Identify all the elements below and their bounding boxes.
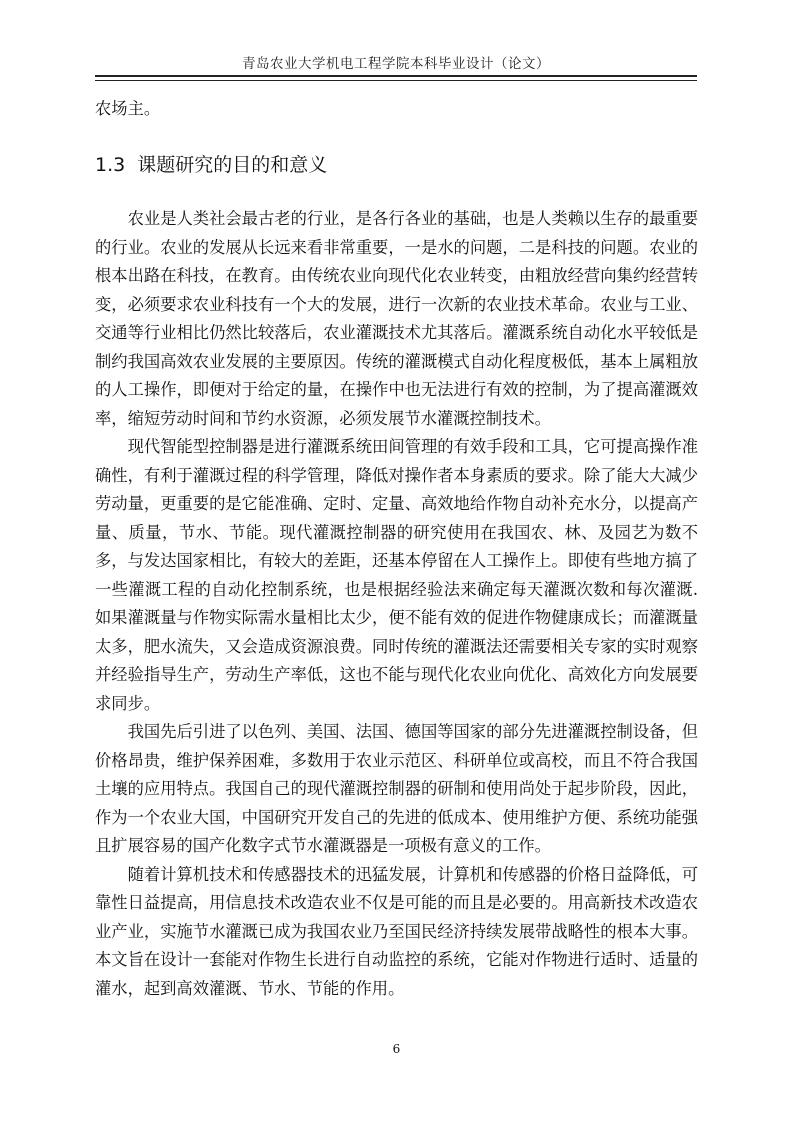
header-rule-thick [95, 75, 697, 77]
paragraph: 随着计算机技术和传感器技术的迅猛发展，计算机和传感器的价格日益降低，可靠性日益提高，用信息技术改造农业不仅是可能的而且是必要的。用高新技术改造农业产业，实施节水灌溉已成为我国农业乃至国民经济持续发展带战略性的根本大事。本文旨在设计一套能对作物生长进行自动监控的系统，它能对作物进行适时、适量的灌水，起到高效灌溉、节水、节能的作用。 [95, 864, 698, 998]
continued-text: 农场主。 [95, 99, 161, 118]
page-number: 6 [392, 1042, 401, 1056]
paragraph: 农业是人类社会最古老的行业，是各行各业的基础，也是人类赖以生存的最重要的行业。农业的发展从长远来看非常重要，一是水的问题，二是科技的问题。农业的根本出路在科技，在教育。由传统农业向现代化农业转变，由粗放经营向集约经营转变，必须要求农业科技有一个大的发展，进行一次新的农业技术革命。农业与工业、交通等行业相比仍然比较落后，农业灌溉技术尤其落后。灌溉系统自动化水平较低是制约我国高效农业发展的主要原因。传统的灌溉模式自动化程度极低，基本上属粗放的人工操作，即便对于给定的量，在操作中也无法进行有效的控制，为了提高灌溉效率，缩短劳动时间和节约水资源，必须发展节水灌溉控制技术。 [95, 209, 698, 428]
paragraph: 我国先后引进了以色列、美国、法国、德国等国家的部分先进灌溉控制设备，但价格昂贵，维护保养困难，多数用于农业示范区、科研单位或高校，而且不符合我国土壤的应用特点。我国自己的现代灌溉控制器的研制和使用尚处于起步阶段，因此，作为一个农业大国，中国研究开发自己的先进的低成本、使用维护方便、系统功能强且扩展容易的国产化数字式节水灌溉器是一项极有意义的工作。 [95, 722, 698, 855]
running-header: 青岛农业大学机电工程学院本科毕业设计（论文） [242, 56, 550, 72]
paragraph: 现代智能型控制器是进行灌溉系统田间管理的有效手段和工具，它可提高操作准确性，有利于灌溉过程的科学管理，降低对操作者本身素质的要求。除了能大大减少劳动量，更重要的是它能准确、定时、定量、高效地给作物自动补充水分，以提高产量、质量，节水、节能。现代灌溉控制器的研究使用在我国农、林、及园艺为数不多，与发达国家相比，有较大的差距，还基本停留在人工操作上。即使有些地方搞了一些灌溉工程的自动化控制系统，也是根据经验法来确定每天灌溉次数和每次灌溉. 如果灌溉量与作物实际需水量相比太少，便不能有效的促进作物健康成长；而灌溉量太多，肥水流失，又会造成资源浪费。同时传统的灌溉法还需要相关专家的实时观察并经验指导生产，劳动生产率低，这也不能与现代化农业向优化、高效化方向发展要求同步。 [95, 437, 698, 713]
section-body [95, 205, 698, 1003]
section-heading [95, 150, 327, 177]
section-number: 1.3 [95, 154, 126, 176]
section-title-text: 课题研究的目的和意义 [137, 154, 328, 176]
header-rule-thin [95, 80, 697, 81]
